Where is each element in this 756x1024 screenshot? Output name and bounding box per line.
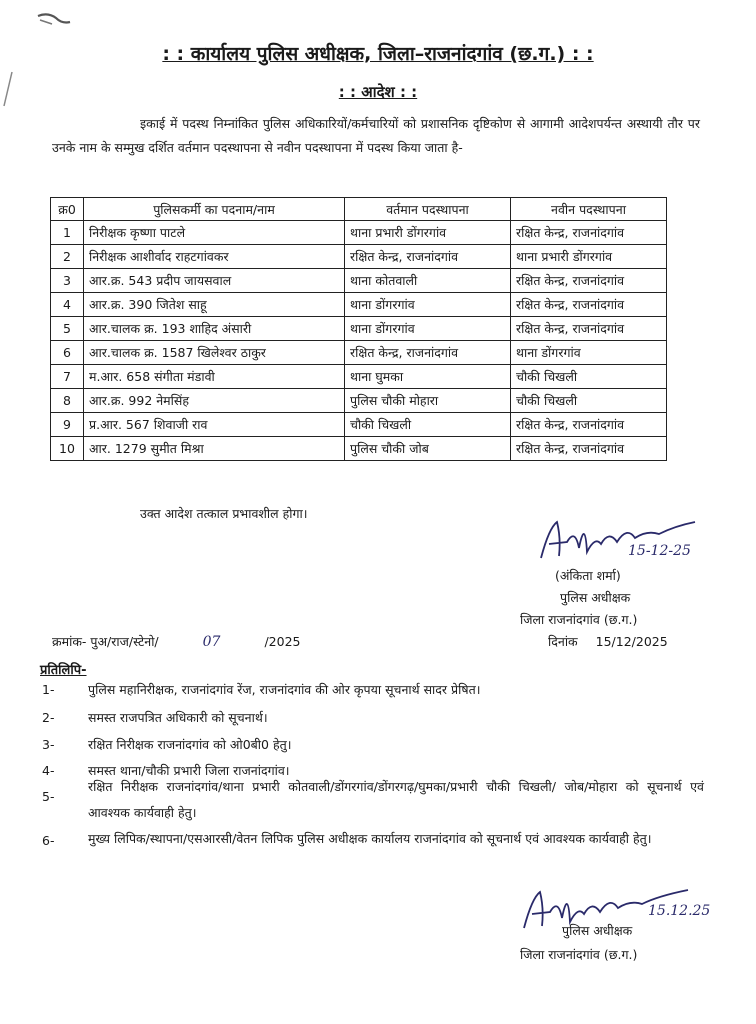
date-line (548, 633, 668, 650)
copy-item-text: समस्त थाना/चौकी प्रभारी जिला राजनांदगांव। (88, 763, 290, 778)
cell-name: प्र.आर. 567 शिवाजी राव (84, 413, 345, 437)
table-row (51, 221, 667, 245)
cell-sn: 3 (51, 269, 84, 293)
cell-sn: 1 (51, 221, 84, 245)
cell-sn: 8 (51, 389, 84, 413)
copy-item-number: 4- (42, 763, 55, 778)
cell-name: आर.क्र. 390 जितेश साहू (84, 293, 345, 317)
cell-name: निरीक्षक कृष्णा पाटले (84, 221, 345, 245)
signature1-date: 15-12-25 (628, 543, 691, 559)
cell-new: रक्षित केन्द्र, राजनांदगांव (511, 437, 667, 461)
cell-new: रक्षित केन्द्र, राजनांदगांव (511, 413, 667, 437)
cell-sn: 7 (51, 365, 84, 389)
cell-new: रक्षित केन्द्र, राजनांदगांव (511, 221, 667, 245)
table-row (51, 269, 667, 293)
cell-current: रक्षित केन्द्र, राजनांदगांव (345, 245, 511, 269)
cell-sn: 9 (51, 413, 84, 437)
copy-item-number: 3- (42, 737, 55, 752)
corner-mark (30, 8, 80, 38)
cell-current: पुलिस चौकी मोहारा (345, 389, 511, 413)
col-header-sn: क्र0 (51, 198, 84, 221)
table-row (51, 317, 667, 341)
cell-sn: 10 (51, 437, 84, 461)
copy-item-text: पुलिस महानिरीक्षक, राजनांदगांव रेंज, राजनांदगांव की ओर कृपया सूचनार्थ सादर प्रेषित। (88, 682, 481, 697)
reference-line (52, 633, 300, 650)
cell-name: निरीक्षक आशीर्वाद राहटगांवकर (84, 245, 345, 269)
closing-statement: उक्त आदेश तत्काल प्रभावशील होगा। (140, 506, 308, 521)
reference-prefix: क्रमांक- पुअ/राज/स्टेनो/ (52, 634, 159, 649)
table-row (51, 245, 667, 269)
copy-item-number: 5- (42, 789, 55, 804)
cell-sn: 5 (51, 317, 84, 341)
order-heading: : : आदेश : : (338, 83, 418, 101)
copy-item-number: 1- (42, 682, 55, 697)
cell-name: आर. 1279 सुमीत मिश्रा (84, 437, 345, 461)
signatory2-district: जिला राजनांदगांव (छ.ग.) (520, 947, 638, 962)
cell-current: रक्षित केन्द्र, राजनांदगांव (345, 341, 511, 365)
cell-current: थाना कोतवाली (345, 269, 511, 293)
signature2-date: 15.12.25 (648, 903, 711, 919)
cell-sn: 2 (51, 245, 84, 269)
cell-name: आर.क्र. 543 प्रदीप जायसवाल (84, 269, 345, 293)
reference-year: /2025 (264, 634, 301, 649)
copy-item-text: समस्त राजपत्रित अधिकारी को सूचनार्थ। (88, 710, 268, 725)
table-row (51, 293, 667, 317)
copy-item-text: मुख्य लिपिक/स्थापना/एसआरसी/वेतन लिपिक पुलिस अधीक्षक कार्यालय राजनांदगांव को सूचनार्थ एवं आवश्यक कार्यवाही हेतु। (88, 831, 652, 846)
date-value: 15/12/2025 (595, 634, 668, 649)
table-row (51, 413, 667, 437)
col-header-new: नवीन पदस्थापना (511, 198, 667, 221)
cell-name: आर.क्र. 992 नेमसिंह (84, 389, 345, 413)
copy-heading: प्रतिलिपि- (40, 663, 87, 678)
table-row (51, 389, 667, 413)
cell-new: चौकी चिखली (511, 389, 667, 413)
table-row (51, 437, 667, 461)
cell-name: आर.चालक क्र. 1587 खिलेश्वर ठाकुर (84, 341, 345, 365)
cell-current: चौकी चिखली (345, 413, 511, 437)
cell-name: आर.चालक क्र. 193 शाहिद अंसारी (84, 317, 345, 341)
table-row (51, 341, 667, 365)
cell-current: थाना प्रभारी डोंगरगांव (345, 221, 511, 245)
postings-table (50, 197, 667, 461)
copy-item-text: रक्षित निरीक्षक राजनांदगांव को ओ0बी0 हेतु। (88, 737, 292, 752)
cell-current: पुलिस चौकी जोब (345, 437, 511, 461)
signatory-district: जिला राजनांदगांव (छ.ग.) (520, 612, 638, 627)
cell-current: थाना घुमका (345, 365, 511, 389)
table-header-row (51, 198, 667, 221)
cell-current: थाना डोंगरगांव (345, 317, 511, 341)
cell-name: म.आर. 658 संगीता मंडावी (84, 365, 345, 389)
cell-new: थाना डोंगरगांव (511, 341, 667, 365)
col-header-name: पुलिसकर्मी का पदनाम/नाम (84, 198, 345, 221)
signatory-name: (अंकिता शर्मा) (555, 568, 621, 583)
copy-item-text: रक्षित निरीक्षक राजनांदगांव/थाना प्रभारी कोतवाली/डोंगरगांव/डोंगरगढ़/घुमका/प्रभारी चौकी चिखली/ जोब/मोहारा को सूचनार्थ एवं आवश्यक कार्यवाही हेतु। (88, 779, 704, 820)
cell-new: रक्षित केन्द्र, राजनांदगांव (511, 317, 667, 341)
cell-new: चौकी चिखली (511, 365, 667, 389)
signatory-designation: पुलिस अधीक्षक (560, 590, 631, 605)
reference-number: 07 (202, 634, 221, 650)
cell-current: थाना डोंगरगांव (345, 293, 511, 317)
col-header-current: वर्तमान पदस्थापना (345, 198, 511, 221)
intro-paragraph: इकाई में पदस्थ निम्नांकित पुलिस अधिकारियों/कर्मचारियों को प्रशासनिक दृष्टिकोण से आगामी आदेशपर्यन्त अस्थायी तौर पर उनके नाम के सम्मुख दर्शित वर्तमान पदस्थापना से नवीन पदस्थापना में पदस्थ किया जाता है- (52, 116, 700, 155)
date-label: दिनांक (548, 634, 578, 649)
signatory2-designation: पुलिस अधीक्षक (562, 923, 633, 938)
cell-new: रक्षित केन्द्र, राजनांदगांव (511, 293, 667, 317)
office-title: : : कार्यालय पुलिस अधीक्षक, जिला–राजनांदगांव (छ.ग.) : : (162, 43, 594, 65)
cell-new: थाना प्रभारी डोंगरगांव (511, 245, 667, 269)
cell-sn: 4 (51, 293, 84, 317)
copy-item-number: 2- (42, 710, 55, 725)
copy-item-number: 6- (42, 833, 55, 848)
cell-sn: 6 (51, 341, 84, 365)
cell-new: रक्षित केन्द्र, राजनांदगांव (511, 269, 667, 293)
table-row (51, 365, 667, 389)
